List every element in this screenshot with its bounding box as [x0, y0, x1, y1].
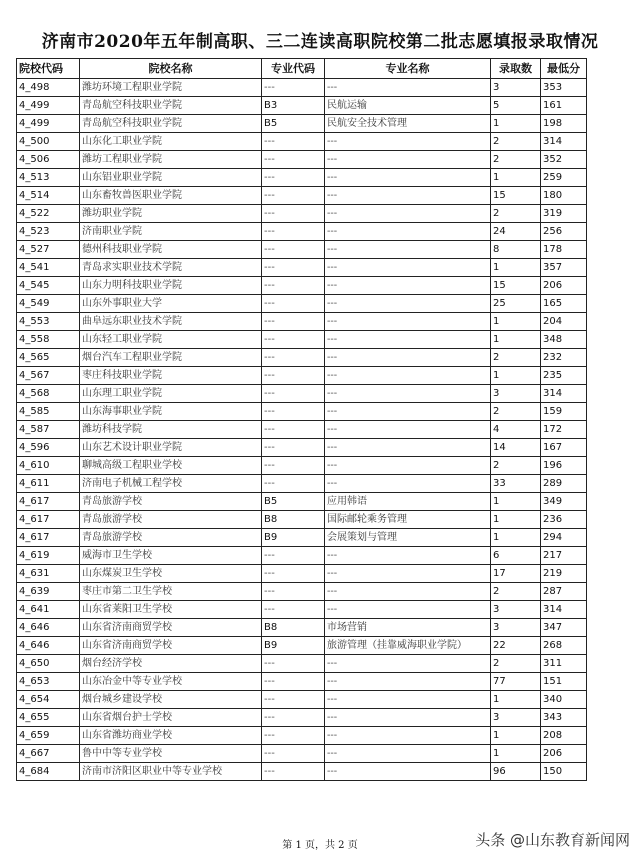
major-code-cell: ---: [262, 457, 325, 475]
school-name-cell: 山东省潍坊商业学校: [80, 727, 262, 745]
min-score-cell: 314: [541, 385, 587, 403]
school-code-cell: 4_565: [17, 349, 80, 367]
page-title: 济南市2020年五年制高职、三二连读高职院校第二批志愿填报录取情况: [41, 32, 599, 52]
header-admitted-count: 录取数: [491, 59, 541, 79]
table-row: [17, 673, 587, 691]
admitted-count-cell: 2: [491, 133, 541, 151]
min-score-cell: 357: [541, 259, 587, 277]
admitted-count-cell: 8: [491, 241, 541, 259]
school-name-cell: 山东煤炭卫生学校: [80, 565, 262, 583]
min-score-cell: 232: [541, 349, 587, 367]
school-code-cell: 4_617: [17, 511, 80, 529]
school-name-cell: 青岛航空科技职业学院: [80, 115, 262, 133]
table-row: [17, 619, 587, 637]
school-name-cell: 山东省烟台护士学校: [80, 709, 262, 727]
school-name-cell: 山东省济南商贸学校: [80, 619, 262, 637]
major-code-cell: ---: [262, 565, 325, 583]
admitted-count-cell: 5: [491, 97, 541, 115]
admitted-count-cell: 25: [491, 295, 541, 313]
major-code-cell: ---: [262, 745, 325, 763]
school-name-cell: 山东海事职业学院: [80, 403, 262, 421]
admitted-count-cell: 1: [491, 511, 541, 529]
school-name-cell: 青岛求实职业技术学院: [80, 259, 262, 277]
major-name-cell: ---: [325, 403, 491, 421]
major-name-cell: 国际邮轮乘务管理: [325, 511, 491, 529]
min-score-cell: 208: [541, 727, 587, 745]
major-code-cell: ---: [262, 421, 325, 439]
table-row: [17, 493, 587, 511]
major-name-cell: ---: [325, 763, 491, 781]
major-code-cell: ---: [262, 385, 325, 403]
table-row: [17, 511, 587, 529]
table-row: [17, 655, 587, 673]
school-code-cell: 4_545: [17, 277, 80, 295]
major-code-cell: ---: [262, 295, 325, 313]
school-name-cell: 枣庄科技职业学院: [80, 367, 262, 385]
major-name-cell: ---: [325, 439, 491, 457]
admitted-count-cell: 1: [491, 529, 541, 547]
admitted-count-cell: 1: [491, 745, 541, 763]
min-score-cell: 314: [541, 133, 587, 151]
header-major-name: 专业名称: [325, 59, 491, 79]
school-code-cell: 4_667: [17, 745, 80, 763]
admitted-count-cell: 1: [491, 313, 541, 331]
major-name-cell: ---: [325, 241, 491, 259]
table-row: [17, 457, 587, 475]
major-code-cell: ---: [262, 259, 325, 277]
major-name-cell: ---: [325, 313, 491, 331]
admitted-count-cell: 33: [491, 475, 541, 493]
school-name-cell: 山东畜牧兽医职业学院: [80, 187, 262, 205]
table-row: [17, 385, 587, 403]
table-row: [17, 763, 587, 781]
admitted-count-cell: 1: [491, 727, 541, 745]
school-code-cell: 4_654: [17, 691, 80, 709]
major-name-cell: ---: [325, 709, 491, 727]
major-code-cell: ---: [262, 79, 325, 97]
admitted-count-cell: 1: [491, 691, 541, 709]
admitted-count-cell: 15: [491, 187, 541, 205]
major-code-cell: ---: [262, 583, 325, 601]
table-row: [17, 169, 587, 187]
major-code-cell: B3: [262, 97, 325, 115]
school-code-cell: 4_568: [17, 385, 80, 403]
major-name-cell: ---: [325, 655, 491, 673]
major-code-cell: ---: [262, 169, 325, 187]
admitted-count-cell: 1: [491, 331, 541, 349]
admitted-count-cell: 15: [491, 277, 541, 295]
school-name-cell: 山东艺术设计职业学院: [80, 439, 262, 457]
school-name-cell: 山东省济南商贸学校: [80, 637, 262, 655]
school-name-cell: 山东铝业职业学院: [80, 169, 262, 187]
admitted-count-cell: 24: [491, 223, 541, 241]
min-score-cell: 289: [541, 475, 587, 493]
min-score-cell: 340: [541, 691, 587, 709]
major-code-cell: ---: [262, 601, 325, 619]
major-name-cell: ---: [325, 367, 491, 385]
school-code-cell: 4_522: [17, 205, 80, 223]
major-name-cell: ---: [325, 601, 491, 619]
table-row: [17, 727, 587, 745]
header-major-code: 专业代码: [262, 59, 325, 79]
table-row: [17, 709, 587, 727]
major-name-cell: ---: [325, 259, 491, 277]
major-code-cell: ---: [262, 673, 325, 691]
school-code-cell: 4_506: [17, 151, 80, 169]
table-row: [17, 277, 587, 295]
major-name-cell: ---: [325, 331, 491, 349]
min-score-cell: 150: [541, 763, 587, 781]
school-code-cell: 4_646: [17, 637, 80, 655]
school-code-cell: 4_596: [17, 439, 80, 457]
table-row: [17, 583, 587, 601]
min-score-cell: 178: [541, 241, 587, 259]
major-code-cell: ---: [262, 331, 325, 349]
table-row: [17, 421, 587, 439]
school-name-cell: 潍坊工程职业学院: [80, 151, 262, 169]
min-score-cell: 206: [541, 745, 587, 763]
school-code-cell: 4_499: [17, 97, 80, 115]
admitted-count-cell: 3: [491, 385, 541, 403]
min-score-cell: 159: [541, 403, 587, 421]
min-score-cell: 167: [541, 439, 587, 457]
admitted-count-cell: 2: [491, 655, 541, 673]
table-row: [17, 97, 587, 115]
major-code-cell: ---: [262, 367, 325, 385]
watermark-text: 头条 @山东教育新闻网: [475, 831, 630, 849]
table-row: [17, 295, 587, 313]
table-row: [17, 205, 587, 223]
table-row: [17, 691, 587, 709]
table-row: [17, 601, 587, 619]
major-name-cell: 民航安全技术管理: [325, 115, 491, 133]
school-code-cell: 4_553: [17, 313, 80, 331]
min-score-cell: 206: [541, 277, 587, 295]
table-row: [17, 187, 587, 205]
min-score-cell: 319: [541, 205, 587, 223]
min-score-cell: 204: [541, 313, 587, 331]
min-score-cell: 172: [541, 421, 587, 439]
school-name-cell: 济南职业学院: [80, 223, 262, 241]
table-row: [17, 367, 587, 385]
major-code-cell: ---: [262, 727, 325, 745]
major-code-cell: ---: [262, 403, 325, 421]
major-name-cell: ---: [325, 277, 491, 295]
major-name-cell: ---: [325, 457, 491, 475]
major-name-cell: ---: [325, 187, 491, 205]
school-name-cell: 枣庄市第二卫生学校: [80, 583, 262, 601]
admitted-count-cell: 2: [491, 205, 541, 223]
major-name-cell: ---: [325, 169, 491, 187]
school-name-cell: 山东化工职业学院: [80, 133, 262, 151]
major-code-cell: B8: [262, 619, 325, 637]
school-code-cell: 4_646: [17, 619, 80, 637]
school-name-cell: 青岛旅游学校: [80, 511, 262, 529]
major-name-cell: ---: [325, 727, 491, 745]
min-score-cell: 165: [541, 295, 587, 313]
major-name-cell: ---: [325, 565, 491, 583]
min-score-cell: 314: [541, 601, 587, 619]
school-name-cell: 德州科技职业学院: [80, 241, 262, 259]
school-code-cell: 4_498: [17, 79, 80, 97]
major-code-cell: ---: [262, 763, 325, 781]
admitted-count-cell: 3: [491, 619, 541, 637]
major-name-cell: ---: [325, 223, 491, 241]
min-score-cell: 180: [541, 187, 587, 205]
table-row: [17, 349, 587, 367]
table-row: [17, 475, 587, 493]
major-name-cell: ---: [325, 673, 491, 691]
major-name-cell: 应用韩语: [325, 493, 491, 511]
major-code-cell: B9: [262, 529, 325, 547]
min-score-cell: 198: [541, 115, 587, 133]
school-name-cell: 济南电子机械工程学校: [80, 475, 262, 493]
school-code-cell: 4_567: [17, 367, 80, 385]
major-code-cell: B5: [262, 115, 325, 133]
school-code-cell: 4_619: [17, 547, 80, 565]
major-code-cell: ---: [262, 277, 325, 295]
admitted-count-cell: 2: [491, 403, 541, 421]
header-school-name: 院校名称: [80, 59, 262, 79]
school-name-cell: 山东理工职业学院: [80, 385, 262, 403]
table-row: [17, 241, 587, 259]
school-name-cell: 威海市卫生学校: [80, 547, 262, 565]
admitted-count-cell: 2: [491, 583, 541, 601]
table-row: [17, 259, 587, 277]
min-score-cell: 235: [541, 367, 587, 385]
min-score-cell: 348: [541, 331, 587, 349]
major-code-cell: ---: [262, 349, 325, 367]
table-row: [17, 745, 587, 763]
min-score-cell: 311: [541, 655, 587, 673]
major-name-cell: ---: [325, 421, 491, 439]
admitted-count-cell: 2: [491, 151, 541, 169]
major-code-cell: ---: [262, 223, 325, 241]
major-name-cell: 会展策划与管理: [325, 529, 491, 547]
school-code-cell: 4_641: [17, 601, 80, 619]
admitted-count-cell: 1: [491, 367, 541, 385]
table-row: [17, 547, 587, 565]
major-code-cell: ---: [262, 547, 325, 565]
school-code-cell: 4_523: [17, 223, 80, 241]
major-name-cell: ---: [325, 151, 491, 169]
min-score-cell: 294: [541, 529, 587, 547]
major-code-cell: ---: [262, 655, 325, 673]
admission-table: [16, 58, 587, 781]
min-score-cell: 352: [541, 151, 587, 169]
school-name-cell: 青岛旅游学校: [80, 529, 262, 547]
school-name-cell: 山东外事职业大学: [80, 295, 262, 313]
school-code-cell: 4_558: [17, 331, 80, 349]
table-header-row: [17, 59, 587, 79]
admitted-count-cell: 2: [491, 349, 541, 367]
major-name-cell: ---: [325, 745, 491, 763]
school-code-cell: 4_514: [17, 187, 80, 205]
admitted-count-cell: 6: [491, 547, 541, 565]
school-code-cell: 4_527: [17, 241, 80, 259]
table-row: [17, 403, 587, 421]
min-score-cell: 196: [541, 457, 587, 475]
major-name-cell: ---: [325, 79, 491, 97]
school-code-cell: 4_541: [17, 259, 80, 277]
school-name-cell: 山东力明科技职业学院: [80, 277, 262, 295]
school-name-cell: 山东轻工职业学院: [80, 331, 262, 349]
major-code-cell: B9: [262, 637, 325, 655]
school-name-cell: 山东省莱阳卫生学校: [80, 601, 262, 619]
admitted-count-cell: 1: [491, 115, 541, 133]
admitted-count-cell: 17: [491, 565, 541, 583]
major-name-cell: 民航运输: [325, 97, 491, 115]
admitted-count-cell: 4: [491, 421, 541, 439]
major-code-cell: ---: [262, 439, 325, 457]
admitted-count-cell: 77: [491, 673, 541, 691]
major-code-cell: ---: [262, 691, 325, 709]
major-name-cell: ---: [325, 349, 491, 367]
admitted-count-cell: 2: [491, 457, 541, 475]
school-name-cell: 青岛旅游学校: [80, 493, 262, 511]
major-code-cell: ---: [262, 133, 325, 151]
min-score-cell: 219: [541, 565, 587, 583]
admitted-count-cell: 14: [491, 439, 541, 457]
admitted-count-cell: 22: [491, 637, 541, 655]
school-code-cell: 4_617: [17, 493, 80, 511]
min-score-cell: 161: [541, 97, 587, 115]
table-row: [17, 637, 587, 655]
school-code-cell: 4_653: [17, 673, 80, 691]
school-name-cell: 烟台经济学校: [80, 655, 262, 673]
school-name-cell: 烟台城乡建设学校: [80, 691, 262, 709]
major-name-cell: 市场营销: [325, 619, 491, 637]
min-score-cell: 347: [541, 619, 587, 637]
min-score-cell: 151: [541, 673, 587, 691]
school-code-cell: 4_499: [17, 115, 80, 133]
min-score-cell: 268: [541, 637, 587, 655]
major-code-cell: ---: [262, 475, 325, 493]
major-code-cell: ---: [262, 151, 325, 169]
table-row: [17, 115, 587, 133]
school-name-cell: 青岛航空科技职业学院: [80, 97, 262, 115]
school-code-cell: 4_639: [17, 583, 80, 601]
major-name-cell: ---: [325, 385, 491, 403]
major-code-cell: ---: [262, 241, 325, 259]
school-code-cell: 4_684: [17, 763, 80, 781]
school-name-cell: 烟台汽车工程职业学院: [80, 349, 262, 367]
table-row: [17, 133, 587, 151]
min-score-cell: 259: [541, 169, 587, 187]
admitted-count-cell: 3: [491, 601, 541, 619]
school-code-cell: 4_631: [17, 565, 80, 583]
admitted-count-cell: 96: [491, 763, 541, 781]
min-score-cell: 236: [541, 511, 587, 529]
major-code-cell: B5: [262, 493, 325, 511]
table-row: [17, 565, 587, 583]
min-score-cell: 217: [541, 547, 587, 565]
school-name-cell: 鲁中中等专业学校: [80, 745, 262, 763]
min-score-cell: 256: [541, 223, 587, 241]
school-name-cell: 潍坊职业学院: [80, 205, 262, 223]
major-code-cell: ---: [262, 709, 325, 727]
school-code-cell: 4_617: [17, 529, 80, 547]
table-row: [17, 151, 587, 169]
major-name-cell: ---: [325, 583, 491, 601]
major-name-cell: ---: [325, 691, 491, 709]
school-code-cell: 4_610: [17, 457, 80, 475]
table-row: [17, 313, 587, 331]
major-name-cell: ---: [325, 133, 491, 151]
school-code-cell: 4_655: [17, 709, 80, 727]
admitted-count-cell: 1: [491, 259, 541, 277]
table-row: [17, 439, 587, 457]
major-name-cell: ---: [325, 475, 491, 493]
header-school-code: 院校代码: [17, 59, 80, 79]
table-row: [17, 331, 587, 349]
school-code-cell: 4_650: [17, 655, 80, 673]
major-code-cell: B8: [262, 511, 325, 529]
admitted-count-cell: 1: [491, 169, 541, 187]
table-row: [17, 223, 587, 241]
admitted-count-cell: 3: [491, 79, 541, 97]
school-code-cell: 4_659: [17, 727, 80, 745]
table-row: [17, 79, 587, 97]
school-code-cell: 4_611: [17, 475, 80, 493]
admitted-count-cell: 3: [491, 709, 541, 727]
major-code-cell: ---: [262, 313, 325, 331]
min-score-cell: 353: [541, 79, 587, 97]
school-name-cell: 潍坊科技学院: [80, 421, 262, 439]
major-code-cell: ---: [262, 205, 325, 223]
school-name-cell: 济南市济阳区职业中等专业学校: [80, 763, 262, 781]
major-code-cell: ---: [262, 187, 325, 205]
school-code-cell: 4_549: [17, 295, 80, 313]
major-name-cell: ---: [325, 547, 491, 565]
major-name-cell: ---: [325, 205, 491, 223]
min-score-cell: 349: [541, 493, 587, 511]
school-code-cell: 4_513: [17, 169, 80, 187]
school-code-cell: 4_585: [17, 403, 80, 421]
table-row: [17, 529, 587, 547]
school-name-cell: 曲阜远东职业技术学院: [80, 313, 262, 331]
school-name-cell: 潍坊环境工程职业学院: [80, 79, 262, 97]
school-code-cell: 4_587: [17, 421, 80, 439]
major-name-cell: ---: [325, 295, 491, 313]
school-name-cell: 山东冶金中等专业学校: [80, 673, 262, 691]
page-footer: 第 1 页，共 2 页: [282, 840, 358, 851]
school-code-cell: 4_500: [17, 133, 80, 151]
admitted-count-cell: 1: [491, 493, 541, 511]
school-name-cell: 聊城高级工程职业学校: [80, 457, 262, 475]
major-name-cell: 旅游管理（挂靠威海职业学院）: [325, 637, 491, 655]
min-score-cell: 287: [541, 583, 587, 601]
min-score-cell: 343: [541, 709, 587, 727]
header-min-score: 最低分: [541, 59, 587, 79]
